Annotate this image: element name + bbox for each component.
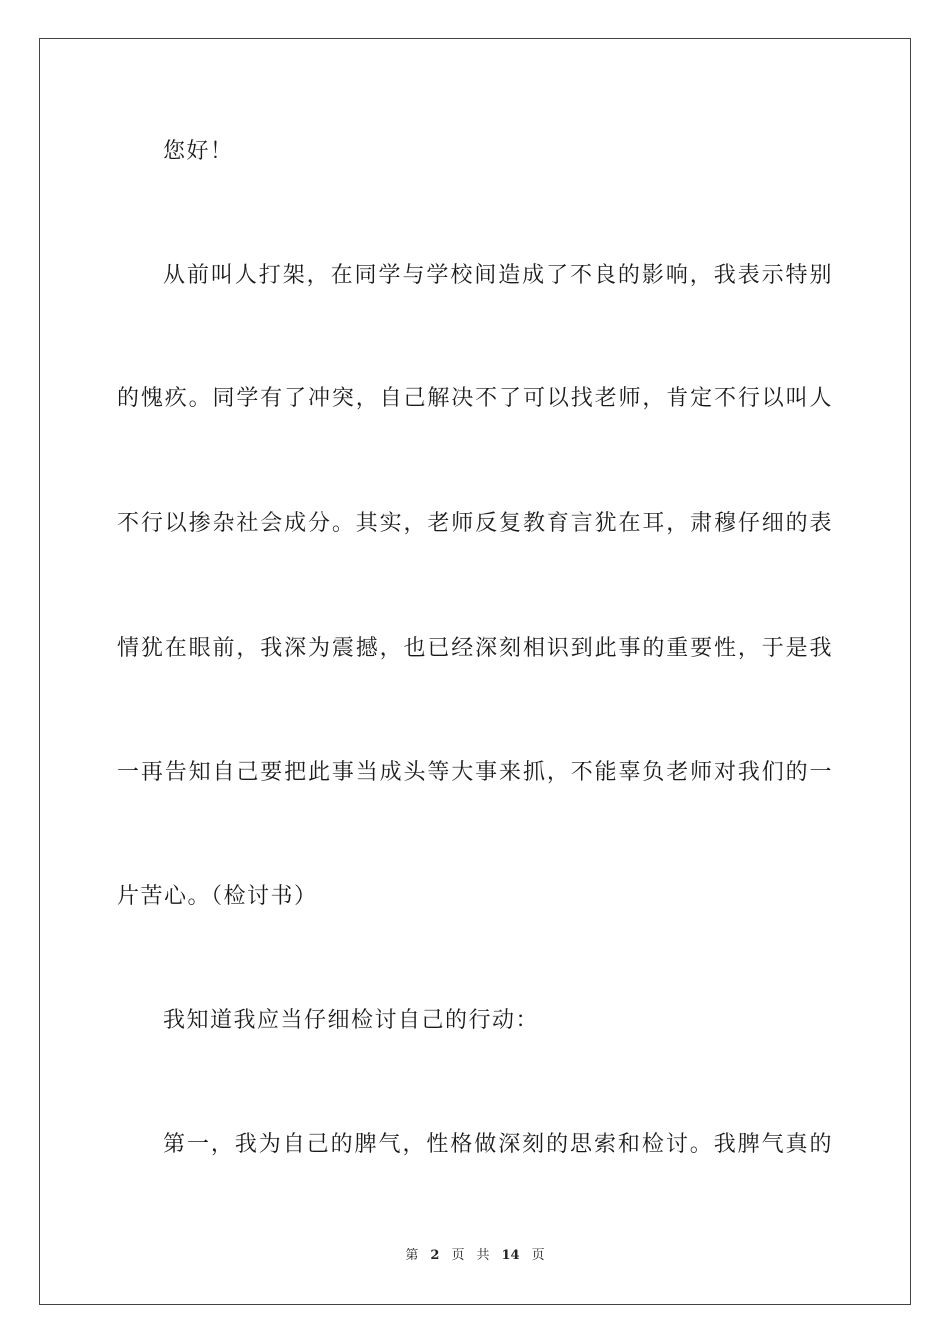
paragraph-1-line-4: 情犹在眼前，我深为震撼，也已经深刻相识到此事的重要性，于是我 (117, 636, 833, 661)
page-indicator (405, 1248, 464, 1263)
paragraph-2-line-1: 我知道我应当仔细检讨自己的行动： (163, 1008, 540, 1033)
page-footer (0, 1247, 950, 1265)
paragraph-3-line-1: 第一，我为自己的脾气，性格做深刻的思索和检讨。我脾气真的 (163, 1132, 833, 1157)
paragraph-1-line-2: 的愧疚。同学有了冲突，自己解决不了可以找老师，肯定不行以叫人 (117, 386, 833, 411)
total-prefix: 共 (476, 1248, 490, 1263)
total-suffix: 页 (531, 1248, 545, 1263)
total-number: 14 (501, 1248, 520, 1263)
page-suffix: 页 (451, 1248, 465, 1263)
paragraph-1-line-6: 片苦心。（检讨书） (117, 884, 318, 909)
paragraph-1-line-3: 不行以掺杂社会成分。其实，老师反复教育言犹在耳，肃穆仔细的表 (117, 511, 833, 536)
greeting-line: 您好！ (163, 139, 234, 164)
total-indicator (476, 1248, 544, 1263)
page-prefix: 第 (405, 1248, 419, 1263)
paragraph-1-line-1: 从前叫人打架，在同学与学校间造成了不良的影响，我表示特别 (163, 263, 833, 288)
paragraph-1-line-5: 一再告知自己要把此事当成头等大事来抓，不能辜负老师对我们的一 (117, 760, 833, 785)
page-number: 2 (430, 1248, 440, 1263)
page-frame (39, 38, 911, 1305)
